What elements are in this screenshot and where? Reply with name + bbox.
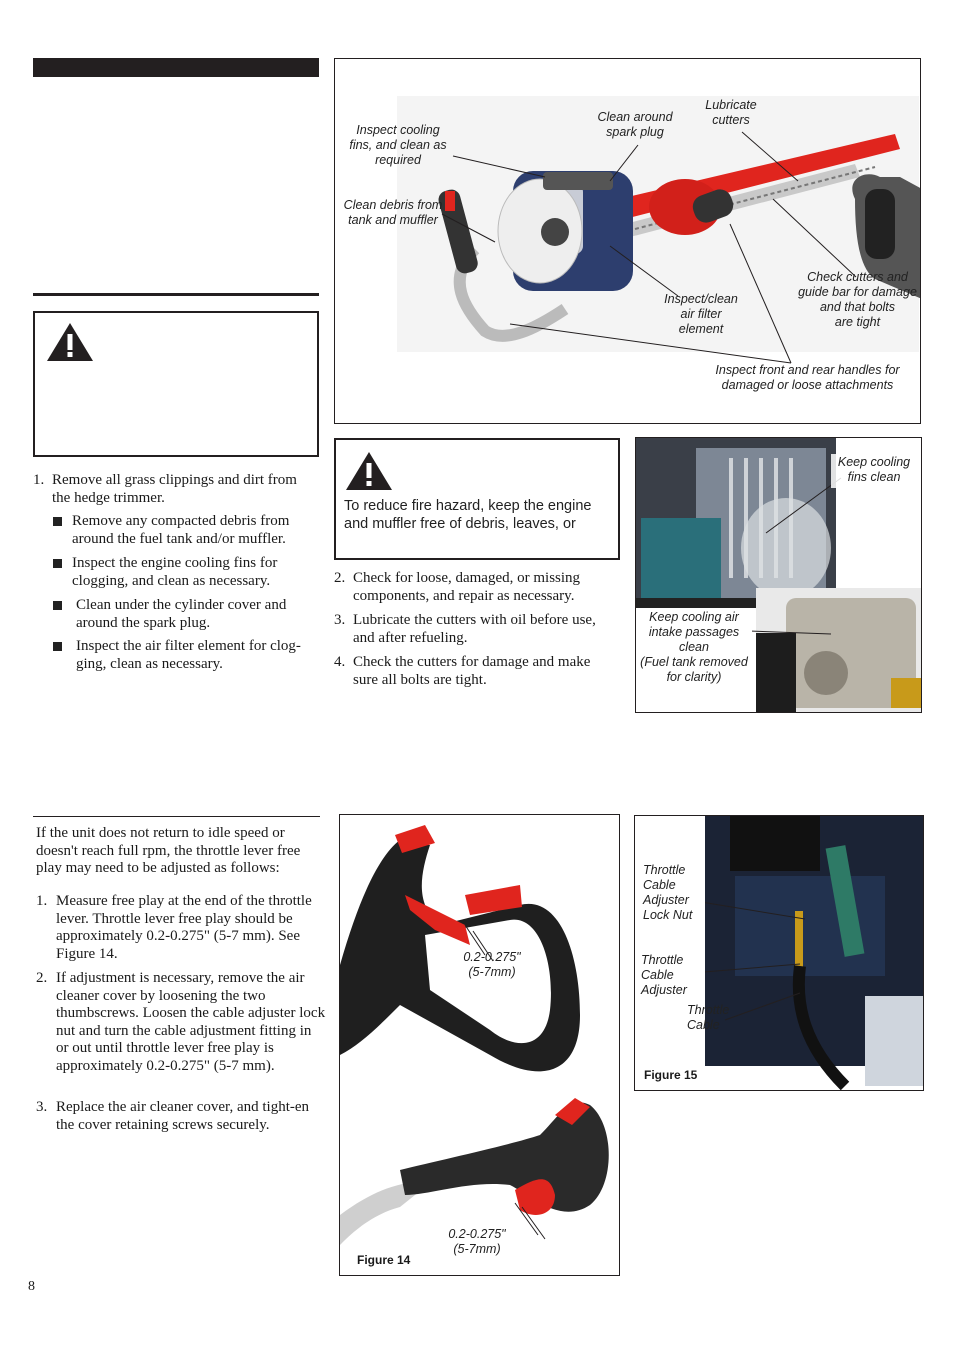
label-cable: Throttle Cable <box>687 1003 730 1032</box>
throttle-step-1 <box>36 893 326 963</box>
step-number: 3. <box>36 1099 48 1115</box>
warning-box-small <box>334 438 620 560</box>
step-number: 1. <box>33 472 45 488</box>
step-text-line: Lubricate the cutters with oil before use, <box>353 612 596 628</box>
bullet-text: ging, clean as necessary. <box>76 655 223 672</box>
step-text-line: and after refueling. <box>353 629 468 646</box>
step-text-line: Check for loose, damaged, or missing <box>353 570 581 586</box>
bullet-square-icon <box>53 642 62 651</box>
throttle-step-3 <box>36 1099 326 1134</box>
step-number: 2. <box>334 570 346 586</box>
throttle-section-divider <box>33 816 320 817</box>
bullet-text: around the fuel tank and/or muffler. <box>72 530 286 547</box>
step-2 <box>334 570 624 605</box>
bullet-text: Remove any compacted debris from <box>72 513 290 529</box>
figure-15-label: Figure 15 <box>644 1068 698 1082</box>
label-keep-air: Keep cooling air intake passages clean (Fuel tank removed for clarity) <box>640 610 748 684</box>
step-text: Replace the air cleaner cover, and tight-en the cover retaining screws securely. <box>56 1099 310 1133</box>
step-text-line: Remove all grass clippings and dirt from <box>52 472 297 488</box>
bullet-item <box>53 597 323 632</box>
throttle-intro: If the unit does not return to idle speed or doesn't reach full rpm, the throttle lever free play may need to be adjusted as follows: <box>36 825 301 876</box>
section-header-bar <box>33 58 319 77</box>
step-text: If adjustment is necessary, remove the air cleaner cover by loosening the two thumbscrews. Loosen the cable adjuster lock nut and turn the cable adjustment fitting in or out until throttle lever free play is approximately 0.2-0.275" (5-7 mm). <box>56 970 326 1074</box>
figure-hedge-trimmer <box>334 58 921 424</box>
measure-label-bottom: 0.2-0.275" (5-7mm) <box>448 1227 506 1256</box>
warning-text: To reduce fire hazard, keep the engine and muffler free of debris, leaves, or <box>344 498 592 532</box>
bullet-square-icon <box>53 559 62 568</box>
measure-label-top: 0.2-0.275" (5-7mm) <box>463 950 521 979</box>
bullet-square-icon <box>53 517 62 526</box>
throttle-handle-illustration <box>340 815 620 1276</box>
step-text-line: the hedge trimmer. <box>52 489 165 506</box>
warning-triangle-icon <box>45 321 95 363</box>
label-keep-fins: Keep cooling fins clean <box>837 455 911 484</box>
step-text-line: sure all bolts are tight. <box>353 671 487 688</box>
step-number: 3. <box>334 612 346 628</box>
label-air-filter: Inspect/clean air filter element <box>664 292 738 336</box>
throttle-step-2 <box>36 970 326 1075</box>
label-adjuster: Throttle Cable Adjuster <box>641 953 687 997</box>
label-lock-nut: Throttle Cable Adjuster Lock Nut <box>643 863 693 922</box>
step-number: 1. <box>36 893 48 909</box>
step-3 <box>334 612 624 647</box>
label-cooling-fins: Inspect cooling fins, and clean as required <box>349 123 447 167</box>
figure-cooling-fins <box>635 437 922 713</box>
bullet-square-icon <box>53 601 62 610</box>
bullet-text: Inspect the air filter element for clog- <box>76 638 301 654</box>
label-handles: Inspect front and rear handles for damaged or loose attachments <box>715 363 900 392</box>
bullet-item <box>53 555 323 590</box>
figure-15 <box>634 815 924 1091</box>
page-number: 8 <box>28 1279 35 1294</box>
bullet-text: clogging, and clean as necessary. <box>72 572 271 589</box>
label-debris: Clean debris from tank and muffler <box>343 198 443 227</box>
bullet-text: around the spark plug. <box>76 614 211 631</box>
label-spark-plug: Clean around spark plug <box>597 110 673 139</box>
step-number: 2. <box>36 970 48 986</box>
step-text-line: components, and repair as necessary. <box>353 587 575 604</box>
figure-14 <box>339 814 620 1276</box>
bullet-item <box>53 638 323 673</box>
label-check-cutters: Check cutters and guide bar for damage and that bolts are tight <box>798 270 917 329</box>
bullet-item <box>53 513 323 548</box>
warning-box-large <box>33 311 319 457</box>
bullet-text: Inspect the engine cooling fins for <box>72 555 278 571</box>
step-1 <box>33 472 323 507</box>
step-text-line: Check the cutters for damage and make <box>353 654 591 670</box>
step-4 <box>334 654 624 689</box>
label-lubricate: Lubricate cutters <box>705 98 757 127</box>
step-text: Measure free play at the end of the throttle lever. Throttle lever free play should be approximately 0.2-0.275" (5-7 mm). See Figure 14. <box>56 893 312 962</box>
warning-triangle-icon <box>344 451 394 491</box>
step-number: 4. <box>334 654 346 670</box>
bullet-text: Clean under the cylinder cover and <box>76 597 287 613</box>
section-divider <box>33 293 319 296</box>
figure-14-label: Figure 14 <box>357 1253 411 1267</box>
